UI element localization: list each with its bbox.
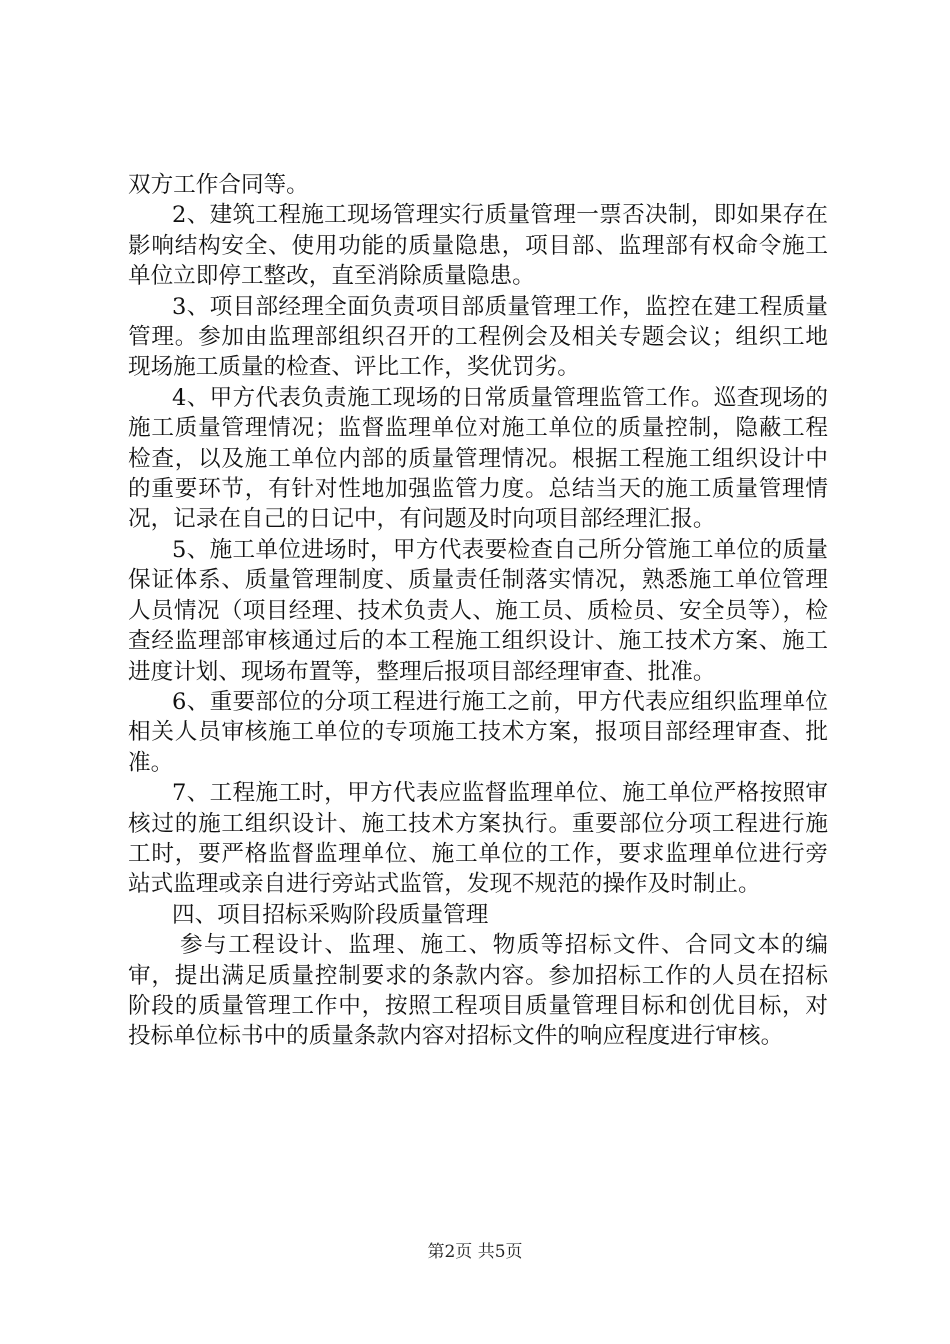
- paragraph-continuation: 双方工作合同等。: [128, 172, 309, 198]
- paragraph-item-4: 4、甲方代表负责施工现场的日常质量管理监管工作。巡查现场的施工质量管理情况；监督监理单位对施工单位的质量控制，隐蔽工程检查，以及施工单位内部的质量管理情况。根据工程施工组织设计中的重要环节，有针对性地加强监管力度。总结当天的施工质量管理情况，记录在自己的日记中，有问题及时向项目部经理汇报。: [128, 384, 828, 533]
- paragraph-item-3: 3、项目部经理全面负责项目部质量管理工作，监控在建工程质量管理。参加由监理部组织召开的工程例会及相关专题会议；组织工地现场施工质量的检查、评比工作，奖优罚劣。: [128, 293, 828, 381]
- page-footer: [0, 1240, 950, 1264]
- paragraph-item-7: 7、工程施工时，甲方代表应监督监理单位、施工单位严格按照审核过的施工组织设计、施工技术方案执行。重要部位分项工程进行施工时，要严格监督监理单位、施工单位的工作，要求监理单位进行旁站式监理或亲自进行旁站式监管，发现不规范的操作及时制止。: [128, 780, 828, 898]
- paragraph-item-5: 5、施工单位进场时，甲方代表要检查自己所分管施工单位的质量保证体系、质量管理制度、质量责任制落实情况，熟悉施工单位管理人员情况（项目经理、技术负责人、施工员、质检员、安全员等），检查经监理部审核通过后的本工程施工组织设计、施工技术方案、施工进度计划、现场布置等，整理后报项目部经理审查、批准。: [128, 536, 828, 685]
- paragraph-item-6: 6、重要部位的分项工程进行施工之前，甲方代表应组织监理单位相关人员审核施工单位的专项施工技术方案，报项目部经理审查、批准。: [128, 688, 828, 776]
- document-body: [128, 170, 828, 1052]
- paragraph-section-4-body: 参与工程设计、监理、施工、物质等招标文件、合同文本的编审，提出满足质量控制要求的条款内容。参加招标工作的人员在招标阶段的质量管理工作中，按照工程项目质量管理目标和创优目标，对投标单位标书中的质量条款内容对招标文件的响应程度进行审核。: [128, 932, 828, 1050]
- paragraph-item-2: 2、建筑工程施工现场管理实行质量管理一票否决制，即如果存在影响结构安全、使用功能的质量隐患，项目部、监理部有权命令施工单位立即停工整改，直至消除质量隐患。: [128, 202, 828, 290]
- section-heading-4: 四、项目招标采购阶段质量管理: [172, 901, 489, 928]
- page-indicator: 第2页 共5页: [427, 1242, 523, 1262]
